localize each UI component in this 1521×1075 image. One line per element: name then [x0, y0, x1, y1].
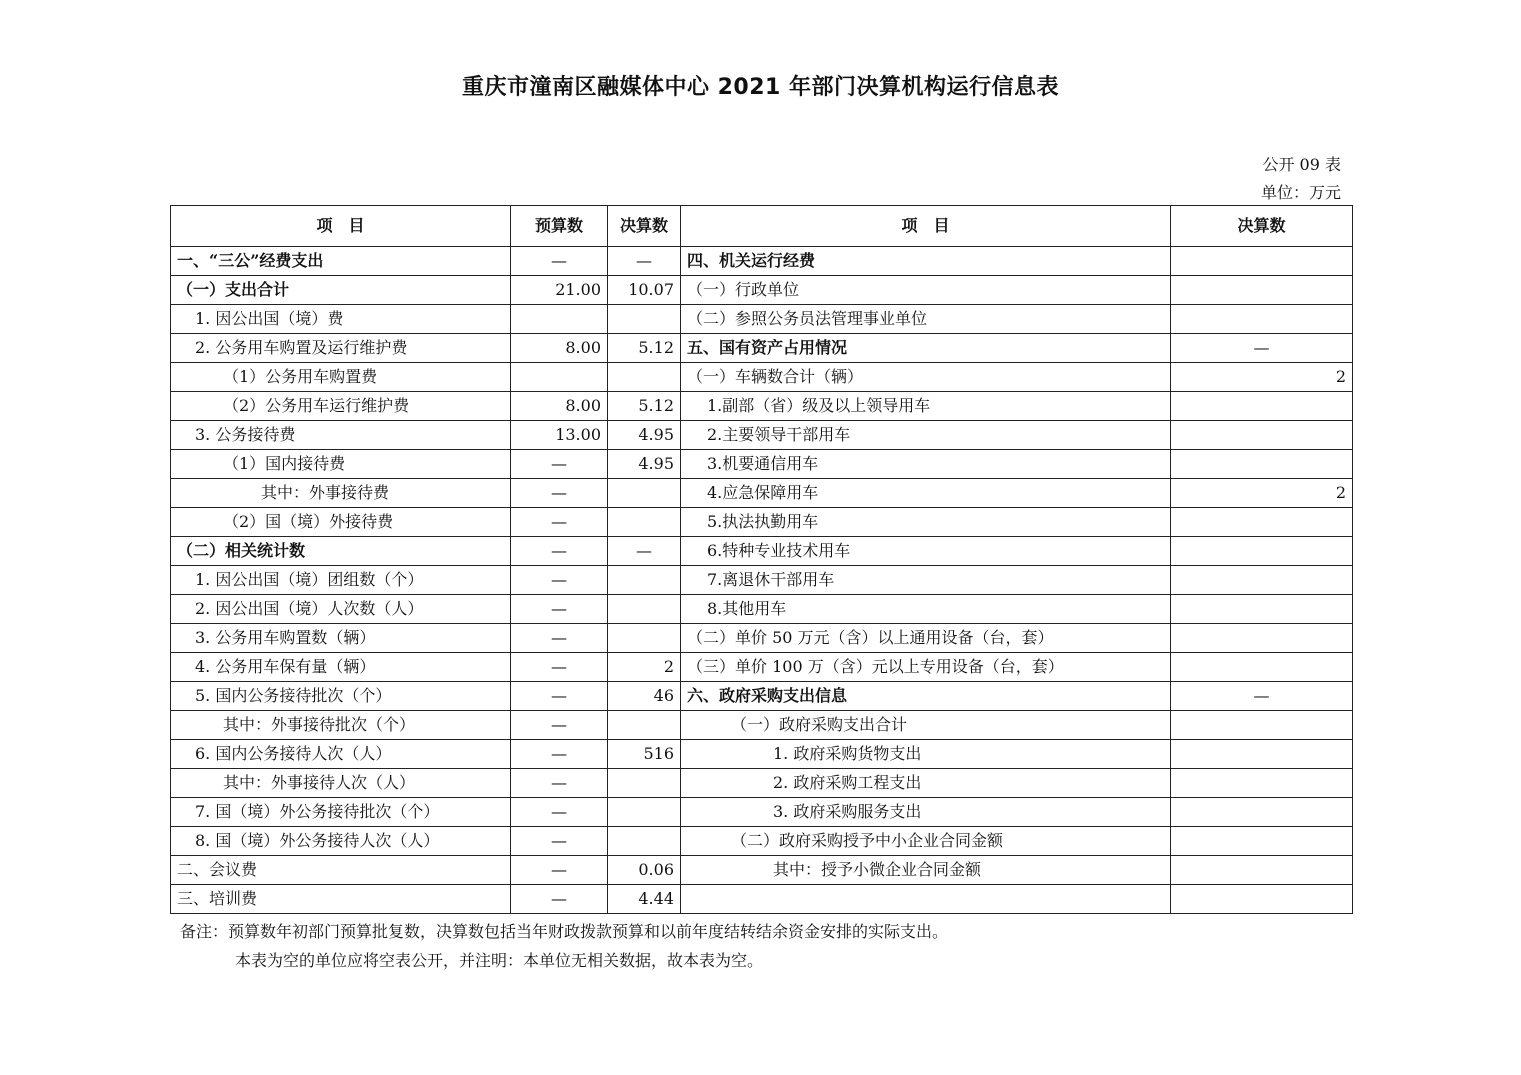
- budget-cell: 8.00: [511, 392, 608, 421]
- final-cell: 4.44: [608, 885, 681, 914]
- right-item: 6.特种专业技术用车: [681, 537, 1171, 566]
- right-item: 4.应急保障用车: [681, 479, 1171, 508]
- budget-cell: [511, 363, 608, 392]
- budget-cell: —: [511, 624, 608, 653]
- table-row: [171, 769, 1353, 798]
- right-item: 五、国有资产占用情况: [681, 334, 1171, 363]
- table-row: [171, 856, 1353, 885]
- final-cell: 10.07: [608, 276, 681, 305]
- right-item: 3. 政府采购服务支出: [681, 798, 1171, 827]
- table-row: [171, 276, 1353, 305]
- budget-cell: 8.00: [511, 334, 608, 363]
- right-item: 8.其他用车: [681, 595, 1171, 624]
- budget-cell: —: [511, 740, 608, 769]
- header-right-item: 项 目: [681, 206, 1171, 247]
- table-row: [171, 421, 1353, 450]
- budget-cell: —: [511, 479, 608, 508]
- right-final-cell: [1171, 827, 1353, 856]
- final-cell: [608, 711, 681, 740]
- left-item: 5. 国内公务接待批次（个）: [171, 682, 511, 711]
- left-item: 6. 国内公务接待人次（人）: [171, 740, 511, 769]
- unit-label: 单位：万元: [1260, 183, 1341, 202]
- table-row: [171, 653, 1353, 682]
- right-final-cell: [1171, 276, 1353, 305]
- table-row: [171, 566, 1353, 595]
- right-final-cell: [1171, 537, 1353, 566]
- right-final-cell: —: [1171, 682, 1353, 711]
- left-item: 4. 公务用车保有量（辆）: [171, 653, 511, 682]
- footnote-remark: 备注：预算数年初部门预算批复数，决算数包括当年财政拨款预算和以前年度结转结余资金安排的实际支出。: [180, 922, 949, 941]
- left-item: （2）公务用车运行维护费: [171, 392, 511, 421]
- table-row: [171, 885, 1353, 914]
- final-cell: [608, 305, 681, 334]
- table-row: [171, 827, 1353, 856]
- budget-cell: —: [511, 653, 608, 682]
- table-code: 公开 09 表: [1262, 155, 1341, 174]
- final-cell: [608, 479, 681, 508]
- final-cell: 5.12: [608, 334, 681, 363]
- right-item: （二）政府采购授予中小企业合同金额: [681, 827, 1171, 856]
- table-header-row: [171, 206, 1353, 247]
- table-row: [171, 305, 1353, 334]
- final-cell: [608, 508, 681, 537]
- table-row: [171, 363, 1353, 392]
- left-item: （二）相关统计数: [171, 537, 511, 566]
- final-cell: 4.95: [608, 450, 681, 479]
- right-final-cell: [1171, 885, 1353, 914]
- right-final-cell: [1171, 856, 1353, 885]
- right-final-cell: [1171, 653, 1353, 682]
- table-row: [171, 740, 1353, 769]
- table-row: [171, 798, 1353, 827]
- right-item: 2.主要领导干部用车: [681, 421, 1171, 450]
- budget-cell: —: [511, 537, 608, 566]
- right-item: （二）单价 50 万元（含）以上通用设备（台，套）: [681, 624, 1171, 653]
- left-item: 一、“三公”经费支出: [171, 247, 511, 276]
- right-item: （二）参照公务员法管理事业单位: [681, 305, 1171, 334]
- table-row: [171, 537, 1353, 566]
- table-row: [171, 624, 1353, 653]
- right-final-cell: [1171, 392, 1353, 421]
- table-row: [171, 682, 1353, 711]
- budget-table: [170, 205, 1353, 914]
- right-item: 5.执法执勤用车: [681, 508, 1171, 537]
- right-item: [681, 885, 1171, 914]
- final-cell: [608, 769, 681, 798]
- right-final-cell: [1171, 450, 1353, 479]
- right-item: （三）单价 100 万（含）元以上专用设备（台，套）: [681, 653, 1171, 682]
- left-item: （1）国内接待费: [171, 450, 511, 479]
- table-row: [171, 711, 1353, 740]
- final-cell: [608, 798, 681, 827]
- left-item: 其中：外事接待批次（个）: [171, 711, 511, 740]
- right-final-cell: 2: [1171, 479, 1353, 508]
- final-cell: —: [608, 247, 681, 276]
- budget-cell: —: [511, 798, 608, 827]
- right-final-cell: [1171, 566, 1353, 595]
- table-row: [171, 247, 1353, 276]
- right-item: （一）车辆数合计（辆）: [681, 363, 1171, 392]
- final-cell: [608, 624, 681, 653]
- right-final-cell: [1171, 711, 1353, 740]
- final-cell: [608, 363, 681, 392]
- header-budget: 预算数: [511, 206, 608, 247]
- budget-cell: —: [511, 450, 608, 479]
- table-row: [171, 334, 1353, 363]
- right-final-cell: [1171, 769, 1353, 798]
- final-cell: 4.95: [608, 421, 681, 450]
- right-final-cell: [1171, 421, 1353, 450]
- table-row: [171, 508, 1353, 537]
- budget-cell: —: [511, 711, 608, 740]
- final-cell: 0.06: [608, 856, 681, 885]
- final-cell: [608, 566, 681, 595]
- right-final-cell: [1171, 305, 1353, 334]
- budget-cell: —: [511, 682, 608, 711]
- right-item: 四、机关运行经费: [681, 247, 1171, 276]
- right-item: 六、政府采购支出信息: [681, 682, 1171, 711]
- left-item: 7. 国（境）外公务接待批次（个）: [171, 798, 511, 827]
- header-left-item: 项 目: [171, 206, 511, 247]
- left-item: 三、培训费: [171, 885, 511, 914]
- final-cell: 2: [608, 653, 681, 682]
- right-item: 1. 政府采购货物支出: [681, 740, 1171, 769]
- header-final-left: 决算数: [608, 206, 681, 247]
- left-item: 3. 公务接待费: [171, 421, 511, 450]
- budget-cell: —: [511, 508, 608, 537]
- right-item: （一）政府采购支出合计: [681, 711, 1171, 740]
- right-item: 7.离退休干部用车: [681, 566, 1171, 595]
- left-item: 2. 公务用车购置及运行维护费: [171, 334, 511, 363]
- table-row: [171, 392, 1353, 421]
- right-final-cell: [1171, 508, 1353, 537]
- right-final-cell: [1171, 798, 1353, 827]
- right-final-cell: [1171, 247, 1353, 276]
- left-item: 2. 因公出国（境）人次数（人）: [171, 595, 511, 624]
- right-final-cell: 2: [1171, 363, 1353, 392]
- left-item: （一）支出合计: [171, 276, 511, 305]
- budget-cell: [511, 305, 608, 334]
- left-item: （2）国（境）外接待费: [171, 508, 511, 537]
- table-row: [171, 479, 1353, 508]
- left-item: 其中：外事接待费: [171, 479, 511, 508]
- budget-cell: —: [511, 885, 608, 914]
- left-item: 8. 国（境）外公务接待人次（人）: [171, 827, 511, 856]
- budget-cell: —: [511, 856, 608, 885]
- right-final-cell: —: [1171, 334, 1353, 363]
- right-item: （一）行政单位: [681, 276, 1171, 305]
- page-title: 重庆市潼南区融媒体中心 2021 年部门决算机构运行信息表: [461, 75, 1060, 100]
- right-item: 其中：授予小微企业合同金额: [681, 856, 1171, 885]
- right-final-cell: [1171, 740, 1353, 769]
- left-item: （1）公务用车购置费: [171, 363, 511, 392]
- final-cell: [608, 595, 681, 624]
- budget-cell: —: [511, 827, 608, 856]
- right-item: 3.机要通信用车: [681, 450, 1171, 479]
- budget-cell: 13.00: [511, 421, 608, 450]
- final-cell: [608, 827, 681, 856]
- budget-cell: —: [511, 595, 608, 624]
- table-row: [171, 450, 1353, 479]
- right-final-cell: [1171, 595, 1353, 624]
- header-final-right: 决算数: [1171, 206, 1353, 247]
- footnote-empty-table: 本表为空的单位应将空表公开，并注明：本单位无相关数据，故本表为空。: [235, 951, 764, 970]
- right-final-cell: [1171, 624, 1353, 653]
- table-row: [171, 595, 1353, 624]
- final-cell: 516: [608, 740, 681, 769]
- right-item: 1.副部（省）级及以上领导用车: [681, 392, 1171, 421]
- final-cell: 5.12: [608, 392, 681, 421]
- final-cell: 46: [608, 682, 681, 711]
- budget-cell: 21.00: [511, 276, 608, 305]
- left-item: 其中：外事接待人次（人）: [171, 769, 511, 798]
- final-cell: —: [608, 537, 681, 566]
- budget-cell: —: [511, 566, 608, 595]
- budget-cell: —: [511, 769, 608, 798]
- left-item: 3. 公务用车购置数（辆）: [171, 624, 511, 653]
- left-item: 1. 因公出国（境）团组数（个）: [171, 566, 511, 595]
- right-item: 2. 政府采购工程支出: [681, 769, 1171, 798]
- budget-cell: —: [511, 247, 608, 276]
- left-item: 二、会议费: [171, 856, 511, 885]
- left-item: 1. 因公出国（境）费: [171, 305, 511, 334]
